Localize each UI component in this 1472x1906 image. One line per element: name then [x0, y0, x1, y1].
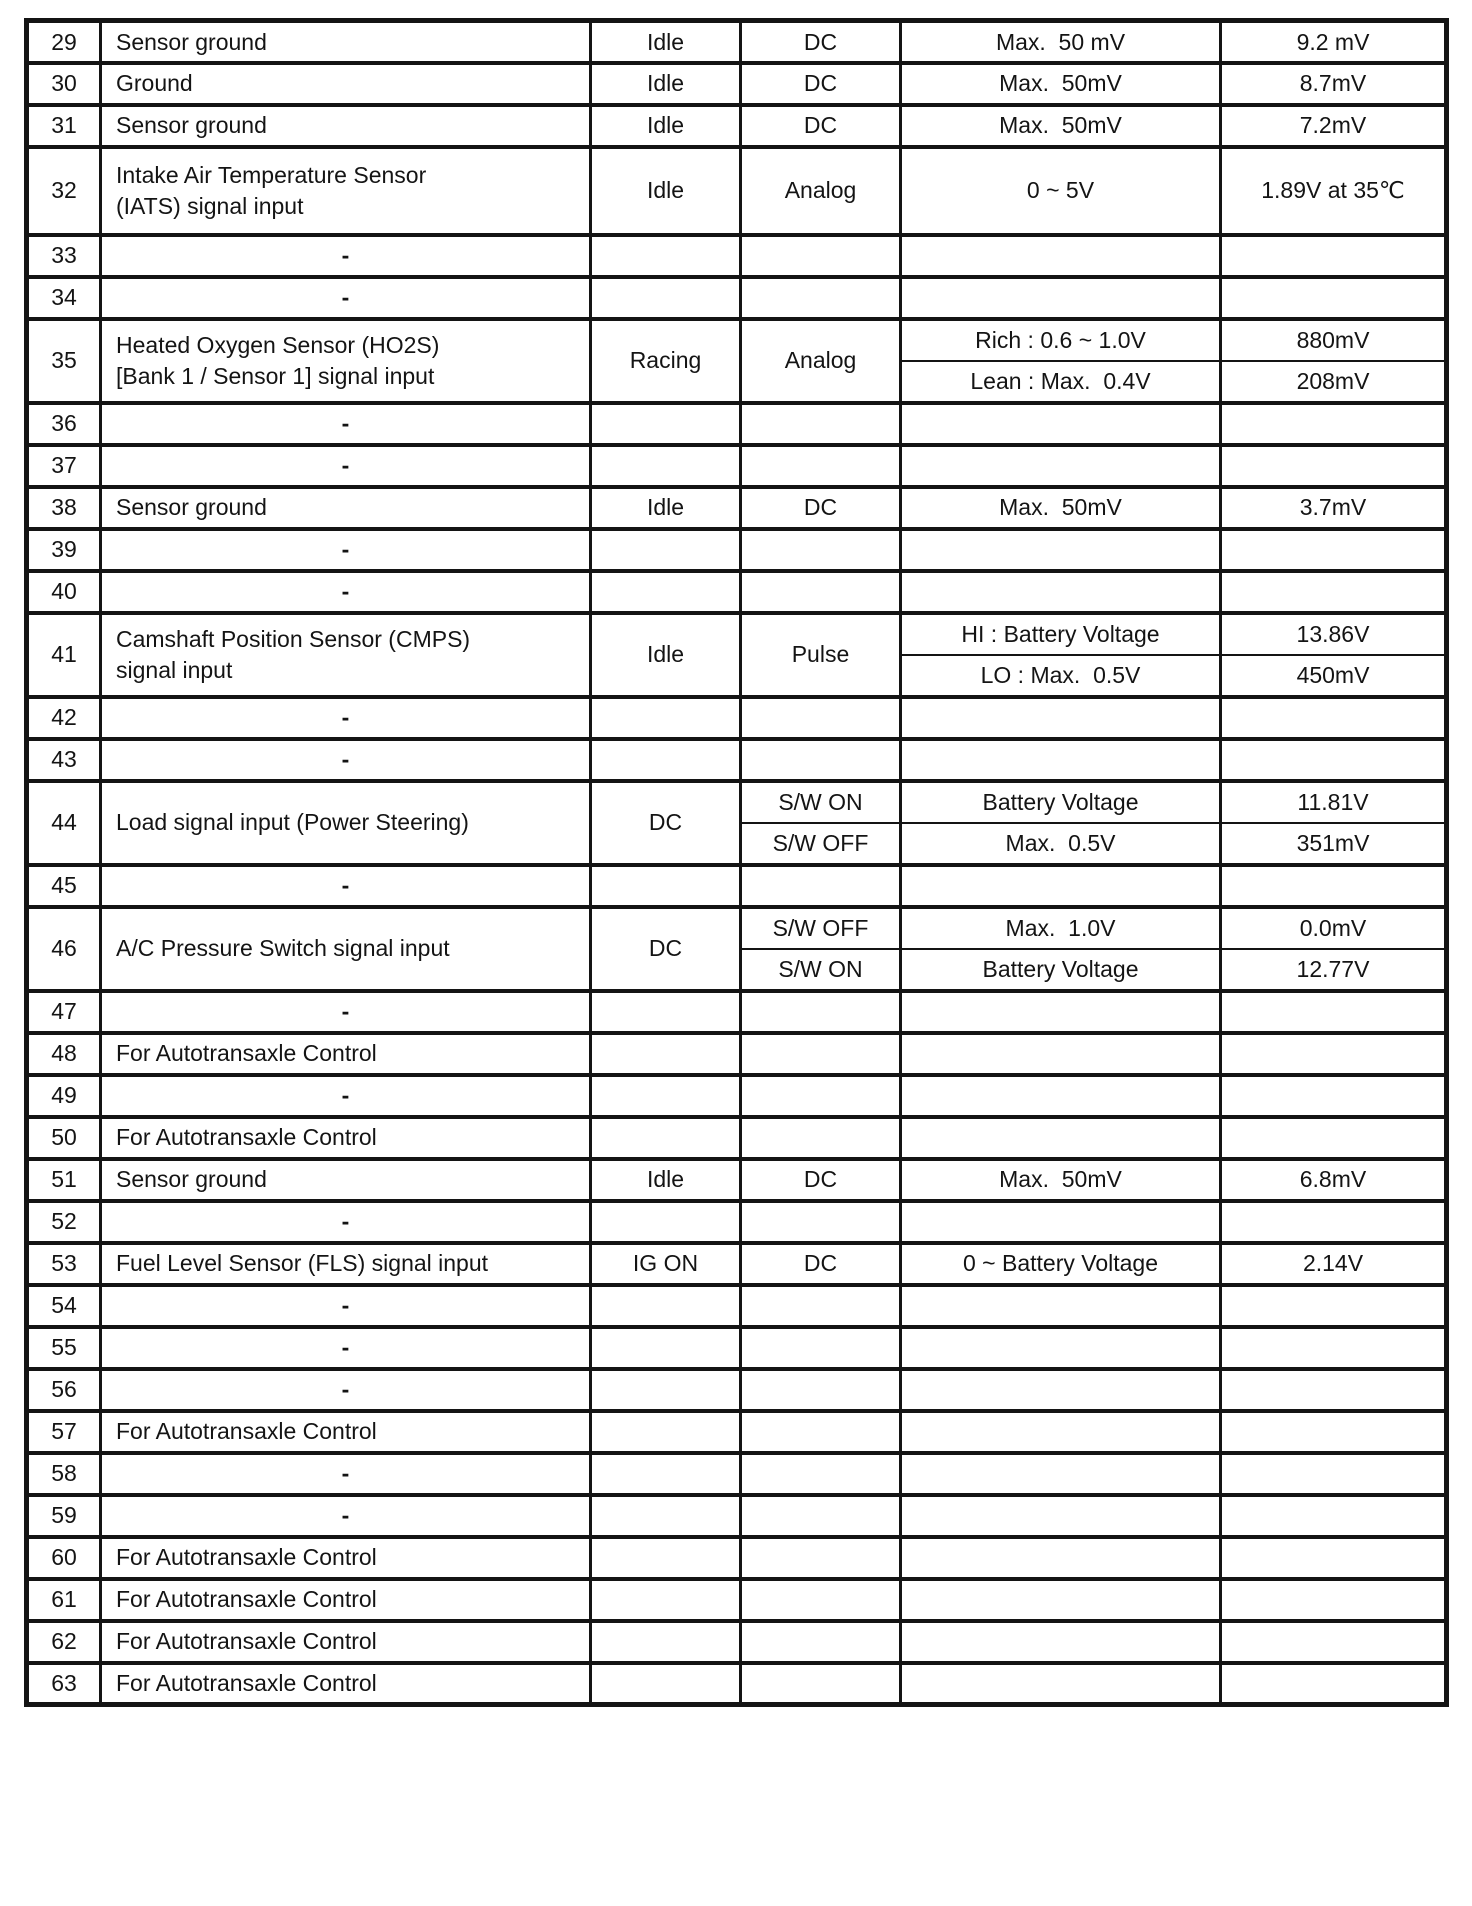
- cell-signal-type: Pulse: [741, 613, 901, 697]
- cell-specification: [901, 1201, 1221, 1243]
- cell-measured-value: 880mV: [1221, 319, 1447, 361]
- table-row: [27, 1285, 1447, 1327]
- cell-measured-value: 6.8mV: [1221, 1159, 1447, 1201]
- description-line: For Autotransaxle Control: [116, 1628, 377, 1655]
- cell-pin-number: 55: [27, 1327, 101, 1369]
- cell-pin-number: 36: [27, 403, 101, 445]
- cell-description: [101, 1117, 591, 1159]
- cell-pin-number: 38: [27, 487, 101, 529]
- cell-pin-number: 58: [27, 1453, 101, 1495]
- description-line: -: [341, 746, 350, 773]
- cell-measured-value: [1221, 991, 1447, 1033]
- description-line: -: [341, 410, 350, 437]
- cell-description: [101, 1663, 591, 1705]
- cell-signal-type: [741, 739, 901, 781]
- description-line: -: [341, 1292, 350, 1319]
- cell-description: [101, 739, 591, 781]
- cell-pin-number: 60: [27, 1537, 101, 1579]
- cell-description: [101, 697, 591, 739]
- cell-specification: Max. 50mV: [901, 63, 1221, 105]
- cell-pin-number: 56: [27, 1369, 101, 1411]
- cell-signal-type: [741, 1621, 901, 1663]
- cell-specification: [901, 991, 1221, 1033]
- cell-specification: Battery Voltage: [901, 949, 1221, 991]
- description-line: -: [341, 452, 350, 479]
- cell-specification: 0 ~ 5V: [901, 147, 1221, 235]
- cell-signal-type: [741, 1369, 901, 1411]
- cell-measured-value: 450mV: [1221, 655, 1447, 697]
- cell-condition: Idle: [591, 1159, 741, 1201]
- cell-specification: Lean : Max. 0.4V: [901, 361, 1221, 403]
- cell-condition: [591, 1075, 741, 1117]
- description-line: [Bank 1 / Sensor 1] signal input: [116, 362, 435, 389]
- table-row: [27, 1159, 1447, 1201]
- cell-measured-value: [1221, 1285, 1447, 1327]
- cell-measured-value: [1221, 571, 1447, 613]
- cell-description: [101, 319, 591, 403]
- cell-condition: [591, 277, 741, 319]
- cell-condition: Idle: [591, 613, 741, 697]
- cell-description: [101, 21, 591, 63]
- description-line: Sensor ground: [116, 112, 267, 139]
- cell-specification: [901, 1621, 1221, 1663]
- description-line: Ground: [116, 70, 193, 97]
- description-line: Heated Oxygen Sensor (HO2S): [116, 332, 440, 359]
- cell-measured-value: [1221, 1033, 1447, 1075]
- table-row: [27, 529, 1447, 571]
- cell-condition: [591, 1117, 741, 1159]
- cell-description: [101, 1243, 591, 1285]
- cell-signal-type: DC: [741, 63, 901, 105]
- description-line: -: [341, 1334, 350, 1361]
- cell-pin-number: 45: [27, 865, 101, 907]
- cell-description: [101, 403, 591, 445]
- cell-signal-type: [741, 1117, 901, 1159]
- description-line: For Autotransaxle Control: [116, 1418, 377, 1445]
- cell-condition: [591, 991, 741, 1033]
- table-row: [27, 1201, 1447, 1243]
- cell-description: [101, 1033, 591, 1075]
- cell-signal-type: [741, 1201, 901, 1243]
- cell-specification: [901, 445, 1221, 487]
- table-row: [27, 105, 1447, 147]
- cell-measured-value: [1221, 235, 1447, 277]
- cell-measured-value: 12.77V: [1221, 949, 1447, 991]
- cell-measured-value: [1221, 1327, 1447, 1369]
- cell-condition: [591, 1285, 741, 1327]
- cell-pin-number: 51: [27, 1159, 101, 1201]
- table-row: [27, 235, 1447, 277]
- cell-pin-number: 31: [27, 105, 101, 147]
- cell-measured-value: 7.2mV: [1221, 105, 1447, 147]
- description-line: signal input: [116, 656, 233, 683]
- cell-signal-type: [741, 1327, 901, 1369]
- cell-pin-number: 29: [27, 21, 101, 63]
- cell-pin-number: 49: [27, 1075, 101, 1117]
- cell-condition: [591, 1537, 741, 1579]
- cell-specification: [901, 1663, 1221, 1705]
- cell-condition: [591, 697, 741, 739]
- description-line: Fuel Level Sensor (FLS) signal input: [116, 1250, 489, 1277]
- cell-specification: Max. 0.5V: [901, 823, 1221, 865]
- cell-description: [101, 1159, 591, 1201]
- cell-measured-value: [1221, 1453, 1447, 1495]
- cell-pin-number: 32: [27, 147, 101, 235]
- description-line: -: [341, 998, 350, 1025]
- cell-condition: Idle: [591, 105, 741, 147]
- cell-condition: [591, 1411, 741, 1453]
- cell-measured-value: 208mV: [1221, 361, 1447, 403]
- cell-description: [101, 1621, 591, 1663]
- cell-measured-value: 11.81V: [1221, 781, 1447, 823]
- cell-pin-number: 37: [27, 445, 101, 487]
- cell-specification: 0 ~ Battery Voltage: [901, 1243, 1221, 1285]
- table-row: [27, 1411, 1447, 1453]
- cell-condition: S/W ON: [741, 949, 901, 991]
- cell-description: [101, 1075, 591, 1117]
- table-row: [27, 147, 1447, 235]
- cell-condition: Idle: [591, 21, 741, 63]
- cell-measured-value: 3.7mV: [1221, 487, 1447, 529]
- description-line: (IATS) signal input: [116, 192, 304, 219]
- cell-measured-value: 351mV: [1221, 823, 1447, 865]
- cell-specification: [901, 1411, 1221, 1453]
- cell-measured-value: [1221, 697, 1447, 739]
- cell-signal-type: DC: [741, 105, 901, 147]
- cell-condition: [591, 1369, 741, 1411]
- cell-signal-type: [741, 277, 901, 319]
- cell-specification: LO : Max. 0.5V: [901, 655, 1221, 697]
- description-line: For Autotransaxle Control: [116, 1670, 377, 1697]
- cell-description: [101, 1495, 591, 1537]
- cell-specification: Max. 50mV: [901, 1159, 1221, 1201]
- cell-condition: Idle: [591, 63, 741, 105]
- cell-pin-number: 59: [27, 1495, 101, 1537]
- description-line: Load signal input (Power Steering): [116, 809, 469, 836]
- cell-pin-number: 53: [27, 1243, 101, 1285]
- cell-signal-type: [741, 1453, 901, 1495]
- cell-signal-type: [741, 529, 901, 571]
- cell-pin-number: 40: [27, 571, 101, 613]
- cell-specification: Max. 50mV: [901, 487, 1221, 529]
- cell-specification: [901, 1453, 1221, 1495]
- cell-description: [101, 105, 591, 147]
- cell-specification: [901, 1075, 1221, 1117]
- cell-description: [101, 1369, 591, 1411]
- cell-condition: [591, 235, 741, 277]
- cell-description: [101, 1453, 591, 1495]
- cell-measured-value: [1221, 1117, 1447, 1159]
- cell-signal-type: [741, 865, 901, 907]
- cell-specification: [901, 1537, 1221, 1579]
- cell-pin-number: 47: [27, 991, 101, 1033]
- description-line: -: [341, 284, 350, 311]
- cell-pin-number: 50: [27, 1117, 101, 1159]
- cell-specification: [901, 529, 1221, 571]
- cell-measured-value: 1.89V at 35℃: [1221, 147, 1447, 235]
- cell-pin-number: 39: [27, 529, 101, 571]
- cell-description: [101, 1201, 591, 1243]
- cell-condition: Idle: [591, 487, 741, 529]
- table-row: [27, 1243, 1447, 1285]
- description-line: For Autotransaxle Control: [116, 1124, 377, 1151]
- cell-measured-value: [1221, 1411, 1447, 1453]
- cell-measured-value: [1221, 1201, 1447, 1243]
- cell-pin-number: 48: [27, 1033, 101, 1075]
- cell-condition: Racing: [591, 319, 741, 403]
- cell-description: [101, 781, 591, 865]
- cell-signal-type: [741, 991, 901, 1033]
- description-line: Intake Air Temperature Sensor: [116, 162, 427, 189]
- description-line: For Autotransaxle Control: [116, 1544, 377, 1571]
- cell-signal-type: [741, 1579, 901, 1621]
- cell-signal-type: [741, 445, 901, 487]
- cell-measured-value: [1221, 529, 1447, 571]
- cell-description: [101, 235, 591, 277]
- cell-description: [101, 529, 591, 571]
- cell-pin-number: 62: [27, 1621, 101, 1663]
- cell-pin-number: 44: [27, 781, 101, 865]
- description-line: Sensor ground: [116, 28, 267, 55]
- cell-specification: [901, 1369, 1221, 1411]
- cell-pin-number: 52: [27, 1201, 101, 1243]
- cell-signal-type: DC: [741, 1243, 901, 1285]
- table-row: [27, 277, 1447, 319]
- table-row: [27, 487, 1447, 529]
- cell-measured-value: [1221, 445, 1447, 487]
- cell-signal-type: [741, 1411, 901, 1453]
- cell-specification: [901, 235, 1221, 277]
- cell-signal-type: [741, 1075, 901, 1117]
- table-row: [27, 991, 1447, 1033]
- cell-signal-type: DC: [591, 907, 741, 991]
- cell-pin-number: 57: [27, 1411, 101, 1453]
- cell-specification: [901, 1579, 1221, 1621]
- cell-description: [101, 63, 591, 105]
- cell-measured-value: [1221, 1579, 1447, 1621]
- cell-measured-value: [1221, 1075, 1447, 1117]
- cell-signal-type: DC: [591, 781, 741, 865]
- cell-pin-number: 30: [27, 63, 101, 105]
- cell-condition: [591, 445, 741, 487]
- cell-measured-value: [1221, 865, 1447, 907]
- cell-signal-type: [741, 571, 901, 613]
- cell-specification: HI : Battery Voltage: [901, 613, 1221, 655]
- cell-description: [101, 1537, 591, 1579]
- cell-measured-value: [1221, 277, 1447, 319]
- cell-condition: [591, 739, 741, 781]
- cell-description: [101, 991, 591, 1033]
- cell-measured-value: [1221, 1663, 1447, 1705]
- cell-measured-value: [1221, 403, 1447, 445]
- cell-pin-number: 46: [27, 907, 101, 991]
- cell-pin-number: 35: [27, 319, 101, 403]
- cell-pin-number: 34: [27, 277, 101, 319]
- table-row: [27, 1117, 1447, 1159]
- cell-condition: [591, 1453, 741, 1495]
- cell-condition: [591, 403, 741, 445]
- cell-condition: [591, 1495, 741, 1537]
- cell-description: [101, 1579, 591, 1621]
- cell-specification: [901, 1117, 1221, 1159]
- description-line: -: [341, 536, 350, 563]
- cell-measured-value: [1221, 1369, 1447, 1411]
- cell-condition: S/W ON: [741, 781, 901, 823]
- cell-measured-value: [1221, 1537, 1447, 1579]
- cell-specification: [901, 1327, 1221, 1369]
- description-line: A/C Pressure Switch signal input: [116, 935, 450, 962]
- table-row: [27, 21, 1447, 63]
- cell-signal-type: [741, 1495, 901, 1537]
- cell-measured-value: [1221, 739, 1447, 781]
- cell-condition: [591, 1327, 741, 1369]
- cell-specification: [901, 277, 1221, 319]
- table-row: [27, 739, 1447, 781]
- table-row: [27, 697, 1447, 739]
- table-row: [27, 1663, 1447, 1705]
- table-row: [27, 1537, 1447, 1579]
- cell-specification: Max. 1.0V: [901, 907, 1221, 949]
- cell-description: [101, 1327, 591, 1369]
- description-line: -: [341, 1502, 350, 1529]
- cell-condition: [591, 571, 741, 613]
- cell-signal-type: [741, 697, 901, 739]
- cell-specification: [901, 697, 1221, 739]
- cell-description: [101, 445, 591, 487]
- cell-signal-type: DC: [741, 487, 901, 529]
- cell-measured-value: 0.0mV: [1221, 907, 1447, 949]
- cell-specification: [901, 865, 1221, 907]
- cell-condition: [591, 529, 741, 571]
- cell-condition: [591, 865, 741, 907]
- cell-pin-number: 41: [27, 613, 101, 697]
- description-line: Sensor ground: [116, 494, 267, 521]
- table-row: [27, 613, 1447, 655]
- table-row: [27, 571, 1447, 613]
- description-line: -: [341, 1376, 350, 1403]
- cell-description: [101, 277, 591, 319]
- description-line: -: [341, 704, 350, 731]
- cell-specification: [901, 739, 1221, 781]
- table-row: [27, 907, 1447, 949]
- cell-signal-type: Analog: [741, 319, 901, 403]
- ecm-terminal-inspection-table: [24, 18, 1449, 1707]
- cell-signal-type: [741, 235, 901, 277]
- cell-description: [101, 865, 591, 907]
- cell-measured-value: 8.7mV: [1221, 63, 1447, 105]
- description-line: -: [341, 578, 350, 605]
- cell-condition: Idle: [591, 147, 741, 235]
- cell-specification: [901, 571, 1221, 613]
- pin-table-body: [27, 21, 1447, 1705]
- table-row: [27, 63, 1447, 105]
- cell-description: [101, 147, 591, 235]
- description-line: Camshaft Position Sensor (CMPS): [116, 626, 471, 653]
- table-row: [27, 1075, 1447, 1117]
- cell-measured-value: 13.86V: [1221, 613, 1447, 655]
- cell-pin-number: 43: [27, 739, 101, 781]
- description-line: For Autotransaxle Control: [116, 1586, 377, 1613]
- cell-condition: S/W OFF: [741, 823, 901, 865]
- table-row: [27, 1579, 1447, 1621]
- cell-measured-value: 9.2 mV: [1221, 21, 1447, 63]
- cell-specification: [901, 1033, 1221, 1075]
- cell-condition: [591, 1033, 741, 1075]
- cell-signal-type: [741, 1033, 901, 1075]
- table-row: [27, 1033, 1447, 1075]
- table-row: [27, 319, 1447, 361]
- description-line: -: [341, 242, 350, 269]
- cell-description: [101, 571, 591, 613]
- cell-condition: [591, 1663, 741, 1705]
- cell-description: [101, 487, 591, 529]
- table-row: [27, 1621, 1447, 1663]
- cell-signal-type: DC: [741, 1159, 901, 1201]
- description-line: For Autotransaxle Control: [116, 1040, 377, 1067]
- cell-signal-type: [741, 1663, 901, 1705]
- cell-condition: [591, 1201, 741, 1243]
- description-line: -: [341, 1460, 350, 1487]
- cell-condition: S/W OFF: [741, 907, 901, 949]
- cell-measured-value: [1221, 1495, 1447, 1537]
- table-row: [27, 781, 1447, 823]
- cell-description: [101, 907, 591, 991]
- cell-measured-value: [1221, 1621, 1447, 1663]
- cell-pin-number: 42: [27, 697, 101, 739]
- cell-description: [101, 1411, 591, 1453]
- table-row: [27, 445, 1447, 487]
- cell-specification: Battery Voltage: [901, 781, 1221, 823]
- cell-signal-type: Analog: [741, 147, 901, 235]
- cell-signal-type: [741, 1285, 901, 1327]
- description-line: -: [341, 1082, 350, 1109]
- cell-specification: Max. 50mV: [901, 105, 1221, 147]
- cell-description: [101, 1285, 591, 1327]
- cell-specification: [901, 403, 1221, 445]
- cell-condition: [591, 1621, 741, 1663]
- cell-signal-type: [741, 1537, 901, 1579]
- table-row: [27, 1495, 1447, 1537]
- description-line: -: [341, 1208, 350, 1235]
- cell-condition: IG ON: [591, 1243, 741, 1285]
- cell-measured-value: 2.14V: [1221, 1243, 1447, 1285]
- cell-pin-number: 61: [27, 1579, 101, 1621]
- cell-specification: Max. 50 mV: [901, 21, 1221, 63]
- description-line: Sensor ground: [116, 1166, 267, 1193]
- cell-pin-number: 63: [27, 1663, 101, 1705]
- table-row: [27, 865, 1447, 907]
- table-row: [27, 1327, 1447, 1369]
- cell-specification: [901, 1285, 1221, 1327]
- cell-signal-type: DC: [741, 21, 901, 63]
- cell-description: [101, 613, 591, 697]
- cell-specification: Rich : 0.6 ~ 1.0V: [901, 319, 1221, 361]
- table-row: [27, 1453, 1447, 1495]
- cell-condition: [591, 1579, 741, 1621]
- table-row: [27, 1369, 1447, 1411]
- cell-pin-number: 33: [27, 235, 101, 277]
- description-line: -: [341, 872, 350, 899]
- cell-signal-type: [741, 403, 901, 445]
- cell-specification: [901, 1495, 1221, 1537]
- cell-pin-number: 54: [27, 1285, 101, 1327]
- table-row: [27, 403, 1447, 445]
